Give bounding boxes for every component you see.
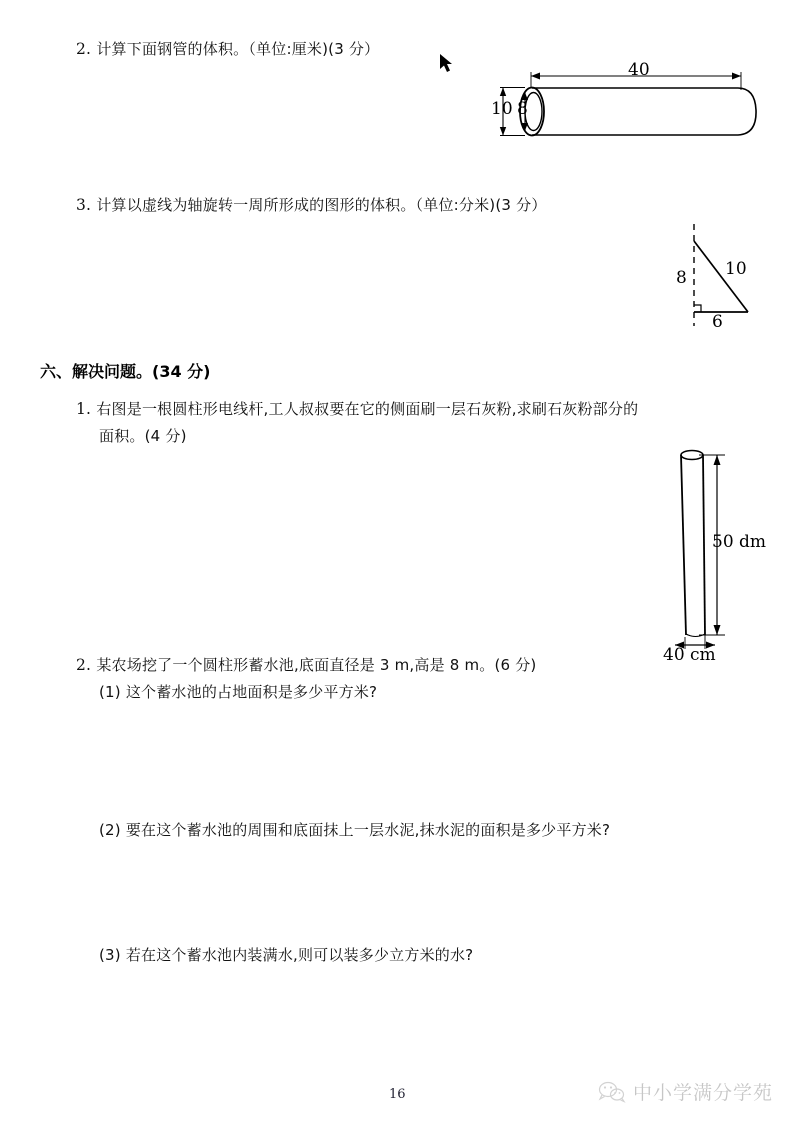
- watermark: [598, 1078, 773, 1105]
- question-2-body: 计算下面钢管的体积。（单位:厘米)(3 分）: [96, 40, 380, 58]
- solve-problem-1-line1: [76, 396, 638, 423]
- pipe-length-label: 40: [628, 60, 650, 80]
- wechat-icon: [598, 1080, 626, 1104]
- question-3-number: 3.: [76, 196, 92, 214]
- solve-problem-2-sub-1: (1) 这个蓄水池的占地面积是多少平方米?: [99, 683, 378, 701]
- solve-problem-1-number: 1.: [76, 400, 92, 418]
- solve-problem-1-body-line1: 右图是一根圆柱形电线杆,工人叔叔要在它的侧面刷一层石灰粉,求刷石灰粉部分的: [96, 400, 639, 418]
- question-2-text: [76, 36, 379, 63]
- pole-diameter-label: 40 cm: [663, 645, 716, 665]
- solve-problem-2-sub-3: (3) 若在这个蓄水池内装满水,则可以装多少立方米的水?: [99, 946, 474, 964]
- right-triangle-rotation-diagram: [672, 218, 782, 333]
- question-3-body: 计算以虚线为轴旋转一周所形成的图形的体积。（单位:分米)(3 分）: [96, 196, 547, 214]
- solve-problem-2-body-line1: 某农场挖了一个圆柱形蓄水池,底面直径是 3 m,高是 8 m。(6 分): [96, 656, 537, 674]
- pipe-outer-diameter-label: 10: [491, 99, 513, 119]
- triangle-height-label: 8: [676, 268, 687, 288]
- solve-problem-2-number: 2.: [76, 656, 92, 674]
- triangle-base-label: 6: [712, 312, 723, 332]
- solve-problem-2-sub-2: (2) 要在这个蓄水池的周围和底面抹上一层水泥,抹水泥的面积是多少平方米?: [99, 821, 611, 839]
- page-number: 16: [389, 1087, 406, 1102]
- steel-pipe-diagram: [491, 58, 780, 163]
- watermark-text: 中小学满分学苑: [633, 1082, 774, 1104]
- triangle-hypotenuse-label: 10: [725, 259, 747, 279]
- question-2-number: 2.: [76, 40, 92, 58]
- utility-pole-cylinder-diagram: [655, 442, 785, 665]
- mouse-cursor-icon: [440, 54, 454, 74]
- section-heading: 六、解决问题。(34 分): [40, 362, 211, 381]
- solve-problem-1-line2: 面积。(4 分): [99, 427, 187, 445]
- question-3-text: [76, 192, 547, 219]
- pipe-inner-diameter-label: 8: [517, 99, 528, 119]
- solve-problem-2-line1: [76, 652, 536, 679]
- pole-height-label: 50 dm: [712, 532, 767, 552]
